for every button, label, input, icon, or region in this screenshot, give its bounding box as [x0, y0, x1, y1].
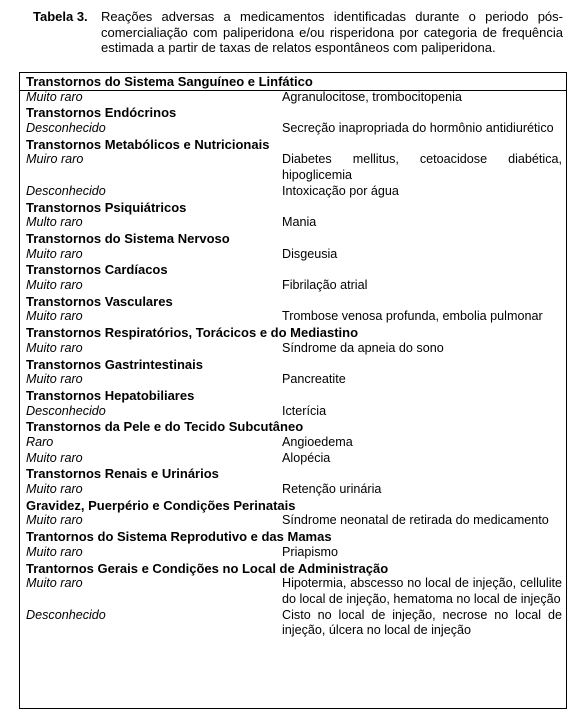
caption-label: Tabela 3. — [33, 9, 88, 24]
section-title: Trantornos Gerais e Condições no Local de Administração — [26, 560, 389, 576]
table-row — [26, 545, 562, 561]
frequency-cell: Muito raro — [26, 340, 83, 355]
reaction-cell: Agranulocitose, trombocitopenia — [282, 89, 462, 104]
table-row — [26, 309, 562, 325]
reaction-cell: Pancreatite — [282, 372, 346, 387]
reaction-cell: Secreção inapropriada do hormônio antidiurético — [282, 121, 554, 136]
table-row — [26, 341, 562, 357]
frequency-cell: Muito raro — [26, 246, 83, 261]
frequency-cell: Muito raro — [26, 309, 83, 324]
section-title: Transtornos Hepatobiliares — [26, 387, 195, 403]
table-row — [26, 482, 562, 498]
table-row — [26, 435, 562, 451]
frequency-cell: Muito raro — [26, 576, 83, 591]
section-title: Transtornos do Sistema Sanguíneo e Linfático — [26, 74, 313, 89]
table-body — [26, 74, 562, 639]
frequency-cell: Desconhecido — [26, 403, 106, 418]
section-title: Transtornos da Pele e do Tecido Subcutâneo — [26, 419, 304, 435]
section-title: Gravidez, Puerpério e Condições Perinatais — [26, 497, 296, 513]
table-row — [26, 513, 562, 529]
frequency-cell: Multo raro — [26, 215, 83, 230]
table-row — [26, 90, 562, 106]
table-row — [26, 184, 562, 200]
reaction-cell: Icterícia — [282, 403, 327, 418]
reaction-cell: Intoxicação por água — [282, 183, 399, 198]
reaction-cell: Priapismo — [282, 544, 338, 559]
adverse-reactions-table — [19, 72, 567, 709]
table-row — [26, 152, 562, 183]
section-title: Transtornos Cardíacos — [26, 262, 168, 278]
reaction-cell: Diabetes mellitus, cetoacidose diabética, hipoglicemia — [282, 152, 562, 183]
reaction-cell: Hipotermia, abscesso no local de injeção, cellulite do local de injeção, hematoma no local de injeção — [282, 576, 562, 606]
section-title: Trantornos do Sistema Reprodutivo e das Mamas — [26, 529, 332, 545]
table-row — [26, 215, 562, 231]
frequency-cell: Muito raro — [26, 544, 83, 559]
reaction-cell: Alopécia — [282, 450, 331, 465]
frequency-cell: Muito raro — [26, 278, 83, 293]
reaction-cell: Disgeusia — [282, 246, 338, 261]
reaction-cell: Síndrome neonatal de retirada do medicamento — [282, 513, 549, 528]
section-title: Transtornos Renais e Urinários — [26, 466, 219, 482]
frequency-cell: Muiro raro — [26, 152, 84, 167]
table-row — [26, 404, 562, 420]
frequency-cell: Desconhecido — [26, 121, 106, 136]
table-row — [26, 451, 562, 467]
reaction-cell: Mania — [282, 215, 317, 230]
section-title: Transtornos Vasculares — [26, 293, 173, 309]
table-row — [26, 608, 562, 639]
frequency-cell: Muito raro — [26, 482, 83, 497]
reaction-cell: Síndrome da apneia do sono — [282, 340, 444, 355]
frequency-cell: Muito raro — [26, 450, 83, 465]
frequency-cell: Muito raro — [26, 372, 83, 387]
table-row — [26, 278, 562, 294]
reaction-cell: Retenção urinária — [282, 482, 382, 497]
table-row — [26, 372, 562, 388]
table-row — [26, 576, 562, 607]
section-title: Transtornos do Sistema Nervoso — [26, 230, 230, 246]
section-title: Transtornos Metabólicos e Nutricionais — [26, 136, 270, 152]
frequency-cell: Raro — [26, 435, 54, 449]
frequency-cell: Muito raro — [26, 89, 83, 104]
frequency-cell: Desconhecido — [26, 183, 106, 198]
table-row — [26, 121, 562, 137]
section-title: Transtornos Psiquiátricos — [26, 199, 187, 215]
reaction-cell: Angioedema — [282, 435, 353, 449]
section-title: Transtornos Respiratórios, Torácicos e do Mediastino — [26, 325, 359, 341]
reaction-cell: Fibrilação atrial — [282, 278, 368, 293]
frequency-cell: Desconhecido — [26, 607, 106, 622]
table-row — [26, 247, 562, 263]
section-title: Transtornos Gastrintestinais — [26, 356, 203, 372]
reaction-cell: Cisto no local de injeção, necrose no local de injeção, úlcera no local de injeção — [282, 607, 562, 638]
section-title: Transtornos Endócrinos — [26, 105, 177, 121]
frequency-cell: Muito raro — [26, 513, 83, 528]
reaction-cell: Trombose venosa profunda, embolia pulmonar — [282, 309, 543, 324]
caption-text: Reações adversas a medicamentos identificadas durante o periodo pós-comercialiação com paliperidona e/ou risperidona por categoria de frequência estimada a partir de taxas de relatos espontâneos com paliperidona. — [101, 9, 563, 56]
